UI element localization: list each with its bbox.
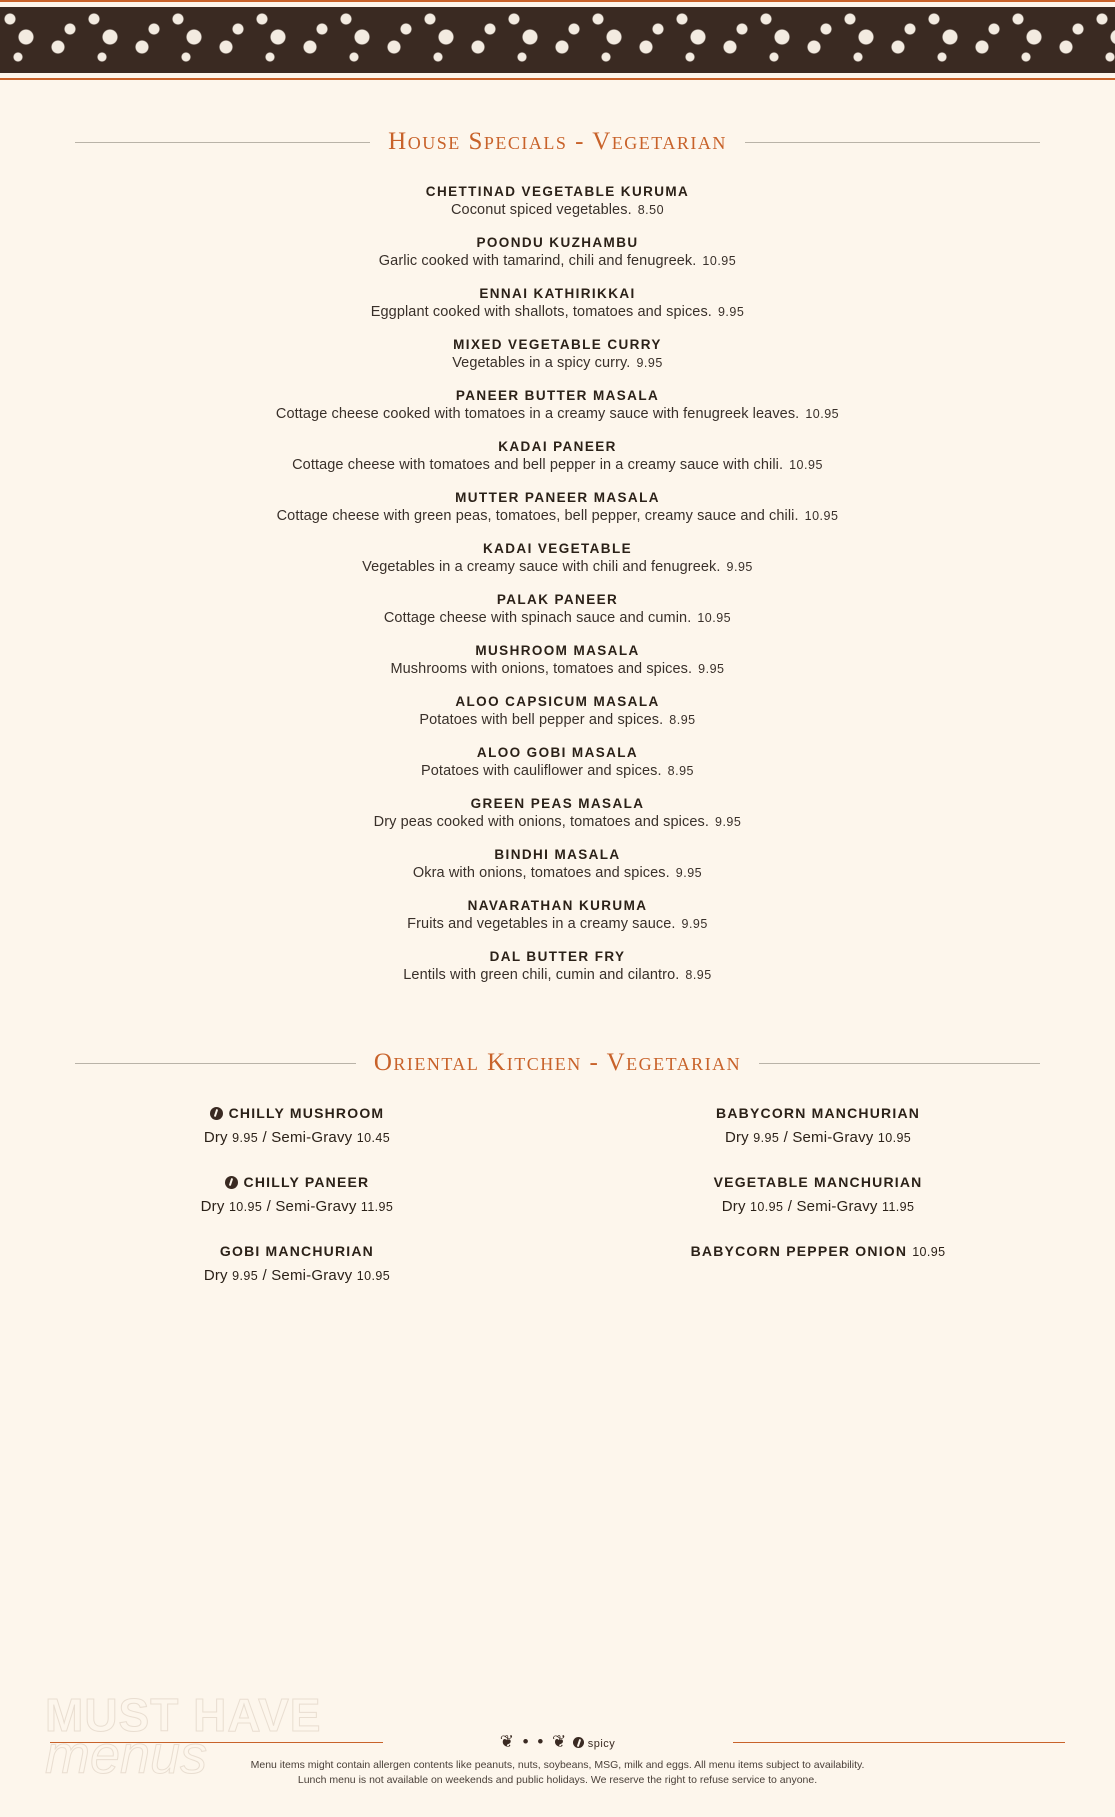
spicy-icon <box>225 1176 238 1189</box>
menu-item-desc-text: Okra with onions, tomatoes and spices. <box>412 865 670 881</box>
menu-item-name: BINDHI MASALA <box>494 847 621 862</box>
menu-item-variants <box>75 1267 519 1284</box>
menu-item <box>75 1243 519 1284</box>
variant-gravy-price: 10.95 <box>356 1269 391 1283</box>
variant-dry-label: Dry <box>203 1267 228 1284</box>
variant-gravy-label: Semi-Gravy <box>271 1129 353 1146</box>
footer-divider-right <box>733 1742 1066 1743</box>
menu-item-price: 9.95 <box>675 866 703 880</box>
menu-item <box>596 1174 1040 1215</box>
menu-item <box>75 847 1040 881</box>
menu-item-desc-text: Potatoes with cauliflower and spices. <box>421 763 662 779</box>
menu-item-variants <box>75 1129 519 1146</box>
menu-item-name: CHETTINAD VEGETABLE KURUMA <box>425 184 690 199</box>
variant-dry-price: 10.95 <box>228 1200 263 1214</box>
legal-line-2: Lunch menu is not available on weekends and public holidays. We reserve the right to refuse service to anyone. <box>297 1774 818 1787</box>
menu-item-price: 10.95 <box>702 254 737 268</box>
menu-item-description <box>75 457 1040 473</box>
menu-item <box>75 1105 519 1146</box>
menu-item-desc-text: Cottage cheese with green peas, tomatoes, bell pepper, creamy sauce and chili. <box>276 508 799 524</box>
house-specials-list <box>75 184 1040 983</box>
menu-item-price: 10.95 <box>697 611 732 625</box>
menu-item-description <box>75 355 1040 371</box>
page-footer <box>0 1724 1115 1790</box>
menu-item <box>596 1243 1040 1261</box>
spicy-icon <box>573 1737 584 1748</box>
menu-item-desc-text: Potatoes with bell pepper and spices. <box>419 712 664 728</box>
spicy-icon <box>210 1107 223 1120</box>
variant-separator: / <box>262 1129 267 1146</box>
menu-item-price: 10.95 <box>789 458 823 472</box>
menu-item-description <box>75 253 1040 269</box>
menu-item-desc-text: Cottage cheese with tomatoes and bell pepper in a creamy sauce with chili. <box>292 457 784 473</box>
menu-item-description <box>75 406 1040 422</box>
menu-item-name: CHILLY PANEER <box>243 1174 370 1190</box>
menu-item-name: PANEER BUTTER MASALA <box>455 388 660 403</box>
menu-item-name: MUSHROOM MASALA <box>475 643 640 658</box>
header-ornament <box>0 0 1115 80</box>
ornamental-band <box>0 7 1115 73</box>
menu-item-price: 9.95 <box>726 560 753 574</box>
variant-dry-label: Dry <box>721 1198 746 1215</box>
menu-item-name: KADAI VEGETABLE <box>482 541 632 556</box>
menu-item-desc-text: Vegetables in a creamy sauce with chili and fenugreek. <box>362 559 721 575</box>
menu-item-price: 9.95 <box>715 815 742 829</box>
section-title: House Specials - Vegetarian <box>388 128 727 155</box>
menu-item-name: BABYCORN MANCHURIAN <box>716 1105 921 1121</box>
menu-item-description <box>75 814 1040 830</box>
variant-gravy-price: 10.45 <box>356 1131 391 1145</box>
variant-separator: / <box>262 1267 267 1284</box>
footer-divider-left <box>50 1742 383 1743</box>
variant-dry-label: Dry <box>200 1198 225 1215</box>
menu-item-desc-text: Fruits and vegetables in a creamy sauce. <box>407 916 676 932</box>
menu-item <box>75 184 1040 218</box>
menu-item-desc-text: Garlic cooked with tamarind, chili and fenugreek. <box>378 253 697 269</box>
section-divider-right <box>759 1063 1040 1064</box>
menu-item-variants <box>75 1198 519 1215</box>
menu-item <box>75 337 1040 371</box>
variant-dry-price: 10.95 <box>750 1200 784 1214</box>
spicy-legend-label: spicy <box>587 1737 616 1750</box>
menu-item-description <box>75 559 1040 575</box>
menu-item-name: PALAK PANEER <box>496 592 619 607</box>
menu-item <box>75 1174 519 1215</box>
variant-gravy-label: Semi-Gravy <box>796 1198 878 1215</box>
variant-dry-price: 9.95 <box>753 1131 780 1145</box>
variant-gravy-label: Semi-Gravy <box>792 1129 874 1146</box>
band-edge-bottom <box>0 69 1115 73</box>
menu-item-description <box>75 763 1040 779</box>
menu-item <box>75 541 1040 575</box>
menu-item-name-row <box>714 1174 923 1190</box>
menu-item-name-row <box>691 1243 946 1259</box>
menu-item-description <box>75 508 1040 524</box>
menu-item <box>596 1105 1040 1146</box>
menu-item-description <box>75 202 1040 218</box>
menu-item-description <box>75 712 1040 728</box>
menu-item-price: 10.95 <box>804 509 839 523</box>
variant-gravy-price: 11.95 <box>882 1200 915 1214</box>
footer-ornament <box>393 1733 723 1752</box>
menu-item-name: NAVARATHAN KURUMA <box>467 898 648 913</box>
menu-item <box>75 388 1040 422</box>
watermark-line-2: menus <box>45 1724 208 1785</box>
section-header-oriental-kitchen <box>75 1049 1040 1077</box>
section-divider-right <box>745 142 1040 143</box>
menu-page <box>0 128 1115 1312</box>
menu-item-name: GOBI MANCHURIAN <box>219 1243 374 1259</box>
menu-item-name: MIXED VEGETABLE CURRY <box>453 337 662 352</box>
watermark-line-1: MUST HAVE <box>45 1689 322 1742</box>
variant-dry-label: Dry <box>724 1129 749 1146</box>
menu-item-price: 8.95 <box>685 968 712 982</box>
band-motif-secondary-icon <box>0 7 1115 73</box>
menu-item-variants <box>596 1129 1040 1146</box>
menu-item-name: ALOO GOBI MASALA <box>476 745 639 760</box>
footer-swirl-icon: ❦ • • ❦ <box>499 1731 569 1751</box>
menu-item-name: BABYCORN PEPPER ONION <box>690 1243 908 1259</box>
menu-item-desc-text: Vegetables in a spicy curry. <box>452 355 631 371</box>
menu-item-name: MUTTER PANEER MASALA <box>455 490 660 505</box>
spicy-legend <box>573 1738 616 1750</box>
menu-item <box>75 643 1040 677</box>
menu-item-name: ENNAI KATHIRIKKAI <box>479 286 636 301</box>
menu-item-price: 9.95 <box>681 917 708 931</box>
variant-dry-label: Dry <box>203 1129 228 1146</box>
variant-gravy-price: 10.95 <box>877 1131 912 1145</box>
menu-item <box>75 592 1040 626</box>
menu-item-desc-text: Lentils with green chili, cumin and cilantro. <box>403 967 680 983</box>
variant-separator: / <box>787 1198 793 1215</box>
menu-item <box>75 286 1040 320</box>
menu-item-desc-text: Eggplant cooked with shallots, tomatoes and spices. <box>370 304 712 320</box>
section-divider-left <box>75 1063 356 1064</box>
menu-item-price: 8.95 <box>667 764 694 778</box>
menu-item <box>75 898 1040 932</box>
menu-item-description <box>75 916 1040 932</box>
menu-item-description <box>75 865 1040 881</box>
variant-dry-price: 9.95 <box>232 1131 259 1145</box>
oriental-kitchen-columns <box>75 1105 1040 1312</box>
menu-item-desc-text: Cottage cheese with spinach sauce and cumin. <box>383 610 692 626</box>
menu-item-desc-text: Cottage cheese cooked with tomatoes in a creamy sauce with fenugreek leaves. <box>275 406 800 422</box>
menu-item <box>75 490 1040 524</box>
section-title: Oriental Kitchen - Vegetarian <box>373 1049 742 1076</box>
menu-item-description <box>75 304 1040 320</box>
menu-item <box>75 745 1040 779</box>
menu-item-name: ALOO CAPSICUM MASALA <box>455 694 660 709</box>
menu-item-name: VEGETABLE MANCHURIAN <box>713 1174 923 1190</box>
oriental-right-column <box>596 1105 1040 1312</box>
menu-item <box>75 949 1040 983</box>
menu-item-name: POONDU KUZHAMBU <box>476 235 639 250</box>
bottom-rule-orange <box>0 78 1115 80</box>
menu-item-description <box>75 967 1040 983</box>
menu-item-price: 8.50 <box>637 203 665 217</box>
oriental-left-column <box>75 1105 519 1312</box>
menu-item-desc-text: Coconut spiced vegetables. <box>450 202 632 218</box>
variant-dry-price: 9.95 <box>232 1269 259 1283</box>
band-edge-top <box>0 7 1115 11</box>
menu-item-desc-text: Mushrooms with onions, tomatoes and spices. <box>390 661 693 677</box>
menu-item <box>75 694 1040 728</box>
menu-item-name-row <box>220 1243 374 1259</box>
menu-item-price: 10.95 <box>912 1245 946 1259</box>
menu-item-name: KADAI PANEER <box>498 439 617 454</box>
menu-item-description <box>75 661 1040 677</box>
menu-item <box>75 796 1040 830</box>
menu-item-variants <box>596 1198 1040 1215</box>
menu-item-price: 9.95 <box>698 662 725 676</box>
menu-item-price: 8.95 <box>669 713 696 727</box>
variant-separator: / <box>783 1129 788 1146</box>
legal-line-1: Menu items might contain allergen contents like peanuts, nuts, soybeans, MSG, milk and eggs. All menu items subject to availability. <box>250 1758 865 1771</box>
menu-item-name: DAL BUTTER FRY <box>489 949 626 964</box>
menu-item-desc-text: Dry peas cooked with onions, tomatoes and spices. <box>373 814 709 830</box>
menu-item-name-row <box>225 1174 370 1190</box>
section-header-house-specials <box>75 128 1040 156</box>
menu-item <box>75 439 1040 473</box>
menu-item-name: GREEN PEAS MASALA <box>470 796 645 811</box>
menu-item-price: 9.95 <box>636 356 663 370</box>
variant-gravy-price: 11.95 <box>360 1200 394 1214</box>
menu-item-price: 10.95 <box>805 407 840 421</box>
legal-disclaimer <box>0 1758 1115 1790</box>
menu-item-name-row <box>210 1105 385 1121</box>
menu-item-description <box>75 610 1040 626</box>
variant-separator: / <box>266 1198 271 1215</box>
variant-gravy-label: Semi-Gravy <box>271 1267 353 1284</box>
menu-item <box>75 235 1040 269</box>
section-divider-left <box>75 142 370 143</box>
menu-item-name-row <box>716 1105 920 1121</box>
menu-item-name: CHILLY MUSHROOM <box>228 1105 385 1121</box>
footer-rule-row <box>0 1733 1115 1752</box>
menu-item-price: 9.95 <box>717 305 745 319</box>
variant-gravy-label: Semi-Gravy <box>275 1198 357 1215</box>
